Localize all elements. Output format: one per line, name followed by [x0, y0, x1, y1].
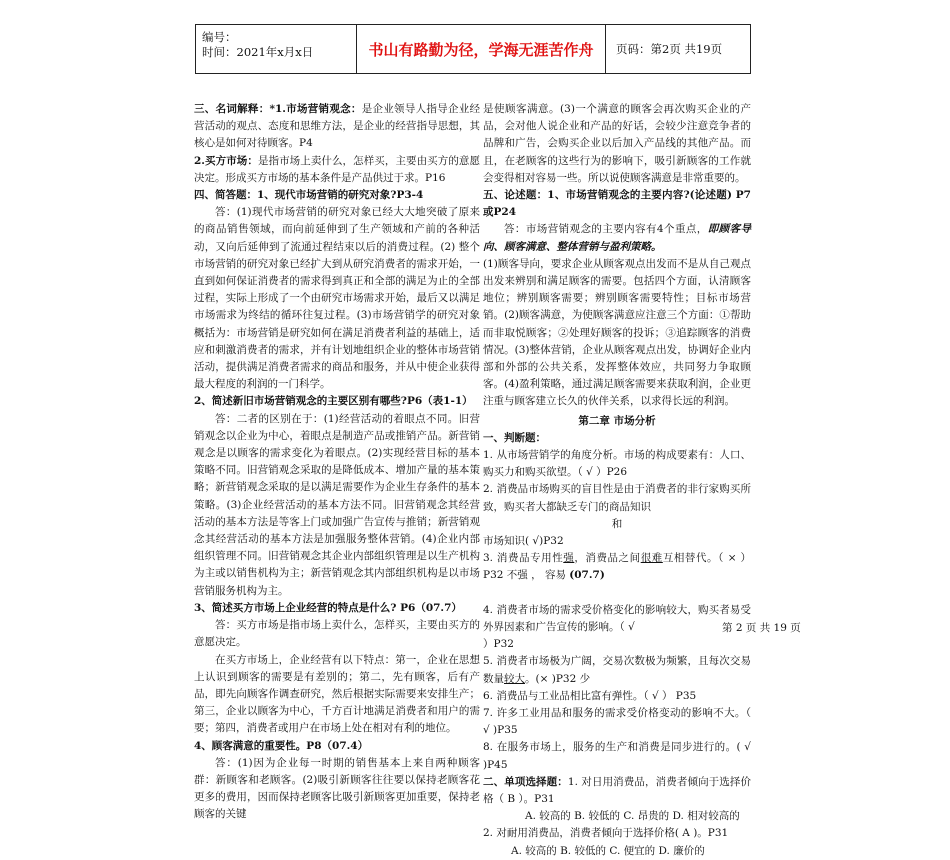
list-item: 8. 在服务市场上，服务的生产和消费是同步进行的。( √ )P45 [483, 741, 751, 771]
header-meta-cell [196, 25, 357, 73]
section-title [483, 774, 751, 808]
paragraph: 是企业领导人指导企业经营活动的观点、态度和思维方法，是企业的经营指导思想，其核心是如何对待顾客。P4 [194, 103, 481, 150]
text: 5. 消费者市场极为广阔，交易次数极为频繁，且每次交易数量 [483, 655, 751, 685]
chapter-title: 第二章 市场分析 [578, 414, 656, 427]
motto: 书山有路勤为径，学海无涯苦作舟 [357, 25, 606, 73]
page-label: 页码：第2页 共19页 [616, 42, 723, 56]
section-title: 三、名词解释：*1.市场营销观念： [194, 103, 362, 115]
time-label: 时间：2021年x月x日 [202, 45, 314, 59]
text: 。(× )P32 少 [525, 672, 591, 685]
term-title: 2.买方市场： [194, 154, 258, 167]
text: 3. 消费品专用性 [483, 552, 564, 565]
paragraph: 答：(1)因为企业每一时期的销售基本上来自两种顾客群：新顾客和老顾客。(2)吸引新顾客往往要以保持老顾客花更多的费用，因而保持老顾客比吸引新顾客更加重要，保持老顾客的关键 [194, 756, 480, 821]
question-title: 4、顾客满意的重要性。P8（07.4） [194, 739, 369, 752]
paragraph: (1)顾客导向，要求企业从顾客观点出发而不是从自己观点出发来辨别和满足顾客的需要。包括四个方面，认清顾客地位；辨别顾客需要；辨别顾客需要特性；目标市场营销。(2)顾客满意，为使顾客满意应注意三个方面：①帮助而非取悦顾客；②处理好顾客的投诉；③追踪顾客的消费情况。(3)整体营销，企业从顾客观点出发，协调好企业内部和外部的公共关系，发挥整体效应，共同努力争取顾客。(4)盈利策略，通过满足顾客需要来获取利润，企业更注重与顾客建立长久的伙伴关系，以求得长远的利润。 [483, 257, 751, 408]
emphasis: 即顾客导向、顾客满意、整体营销与盈利策略。 [483, 223, 752, 253]
section-title: 一、判断题： [483, 431, 546, 444]
section-title: 四、简答题：1、现代市场营销的研究对象?P3-4 [194, 189, 424, 202]
list-item: 市场知识( √)P32 [483, 535, 564, 548]
list-item: ）P32 [483, 638, 514, 651]
spacer [483, 585, 751, 602]
underlined-text: 强 [563, 552, 575, 565]
question-title: 2、简述新旧市场营销观念的主要区别有哪些?P6（表1-1） [194, 395, 473, 408]
term-marketing-concept [194, 101, 480, 153]
list-item: 7. 许多工业用品和服务的需求受价格变动的影响不大。（ √ )P35 [483, 706, 751, 737]
options: A. 较高的 B. 较低的 C. 昂贵的 D. 相对较高的 [525, 810, 740, 823]
paragraph [483, 221, 751, 255]
question-title: 3、简述买方市场上企业经营的特点是什么? P6（07.7） [194, 601, 462, 614]
text: 答：市场营销观念的主要内容有4个重点， [504, 223, 708, 236]
section-title: 五、论述题：1、市场营销观念的主要内容?(论述题) P7或P24 [483, 189, 751, 219]
list-item [483, 550, 751, 584]
options: A. 较高的 B. 较低的 C. 便宜的 D. 廉价的 [511, 844, 705, 857]
date-tag: (07.7) [569, 569, 605, 582]
list-item: 4. 消费者市场的需求受价格变化的影响较大，购买者易受外界因素和广告宣传的影响。（ √ [483, 603, 751, 633]
paragraph: 在买方市场上，企业经营有以下特点：第一，企业在思想上认识到顾客的需要是有差别的；第二，先有顾客，后有产品，即先向顾客作调查研究，然后根据实际需要来安排生产；第三，企业以顾客为中心，千方百计地满足消费者和用户的需要；第四，消费者或用户在市场上处在相对有利的地位。 [194, 653, 480, 735]
question: 1. 对日用消费品，消费者倾向于选择价格（ B ）。P31 [483, 775, 752, 805]
list-item: 和 [611, 517, 623, 530]
list-item: 6. 消费品与工业品相比富有弹性。（ √ ） P35 [483, 689, 697, 702]
term-buyers-market [194, 153, 480, 187]
page-footer: 第 2 页 共 19 页 [722, 622, 801, 634]
list-item: 2. 消费品市场购买的盲目性是由于消费者的非行家购买所致，购买者大都缺乏专门的商品知识 [483, 483, 751, 513]
number-label: 编号： [202, 30, 237, 44]
underlined-text: 较大 [504, 672, 525, 685]
page-header-table [195, 24, 751, 74]
question: 2. 对耐用消费品，消费者倾向于选择价格( A )。P31 [483, 827, 729, 840]
paragraph: 答：(1)现代市场营销的研究对象已经大大地突破了原来的商品销售领域，而向前延伸到了生产领域和产前的各种活动，又向后延伸到了流通过程结束以后的消费过程。(2) 整个市场营销的研究对象已经扩大到从研究消费者的需求开始，一直到如何保证消费者的需求得到真正和全部的满足为止的全部过程，实际上形成了一个由研究市场需求开始，最后又以满足市场需求为终结的循环往复过程。(3)市场营销学的研究对象概括为：市场营销是研究如何在满足消费者利益的基础上，适应和刺激消费者的需求，并有计划地组织企业的整体市场营销活动，提供满足消费者需求的商品和服务，并从中使企业获得最大程度的利润的一门科学。 [194, 206, 480, 391]
right-column [483, 101, 751, 860]
text: ，消费品之间 [574, 552, 641, 565]
paragraph: 答：二者的区别在于：(1)经营活动的着眼点不同。旧营销观念以企业为中心，着眼点是制造产品或推销产品。新营销观念是以顾客的需求变化为着眼点。(2)实现经营目标的基本策略不同。旧营销观念采取的是降低成本、增加产量的基本策略；新营销观念采取的是以满足需要作为企业生存条件的基本策略。(3)企业经营活动的基本方法不同。旧营销观念其经营活动的基本方法是等客上门或加强广告宣传与推销；新营销观念其经营活动的基本方法是加强服务整体营销。(4)企业内部组织管理不同。旧营销观念其企业内部组织管理是以生产机构为主或以销售机构为主；新营销观念其内部组织机构是以市场营销服务机构为主。 [194, 412, 480, 597]
title: 二、单项选择题： [483, 775, 568, 788]
list-item: 1. 从市场营销学的角度分析。市场的构成要素有：人口、购买力和购买欲望。（ √ ）P26 [483, 449, 751, 479]
paragraph: 是指市场上卖什么，怎样买，主要由买方的意愿决定。形成买方市场的基本条件是产品供过于求。P16 [194, 154, 480, 184]
list-item [483, 653, 751, 687]
underlined-text: 很难 [640, 552, 663, 565]
paragraph: 是使顾客满意。(3)一个满意的顾客会再次购买企业的产品，会对他人说企业和产品的好话，会较少注意竞争者的品牌和广告，会购买企业以后加入产品线的其他产品。而且，在老顾客的这些行为的影响下，吸引新顾客的工作就会变得相对容易一些。所以说使顾客满意是非常重要的。 [483, 103, 751, 184]
paragraph: 答：买方市场是指市场上卖什么，怎样买，主要由买方的意愿决定。 [194, 619, 480, 649]
text: 互相替代。（ × ）P32 不强 ， 容易 [483, 552, 752, 582]
left-column [194, 101, 480, 824]
